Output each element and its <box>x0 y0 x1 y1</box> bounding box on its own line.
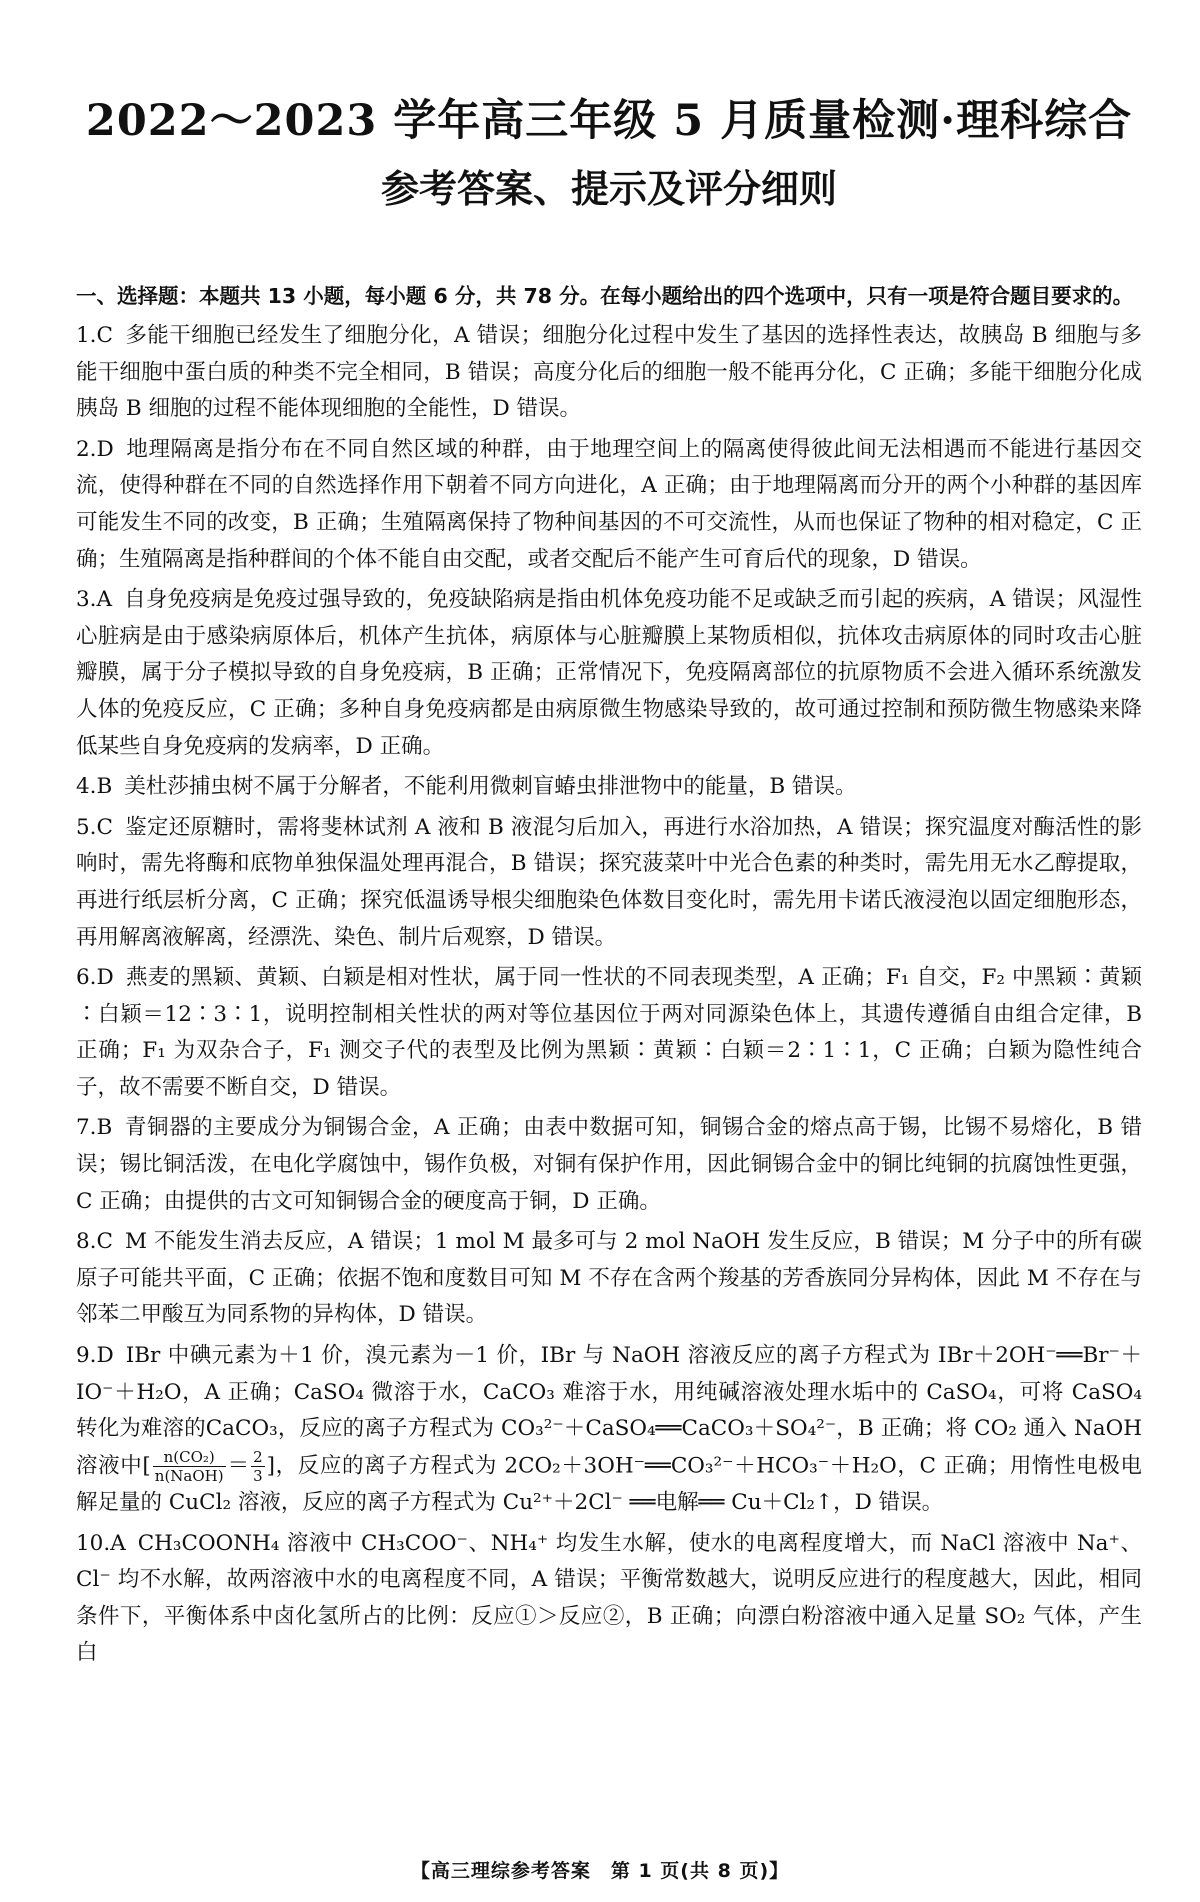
answer-number: 10.A <box>76 1530 126 1556</box>
answer-text: 自身免疫病是免疫过强导致的，免疫缺陷病是指由机体免疫功能不足或缺乏而引起的疾病，A 错误；风湿性心脏病是由于感染病原体后，机体产生抗体，病原体与心脏瓣膜上某物质相似，抗体攻击病原体的同时攻击心脏瓣膜，属于分子模拟导致的自身免疫病，B 正确；正常情况下，免疫隔离部位的抗原物质不会进入循环系统激发人体的免疫反应，C 正确；多种自身免疫病都是由病原微生物感染导致的，故可通过控制和预防微生物感染来降低某些自身免疫病的发病率，D 正确。 <box>76 587 1142 759</box>
fraction-numerator: 2 <box>253 1447 263 1466</box>
answer-list <box>76 318 1142 1672</box>
answer-item <box>76 432 1142 578</box>
page-title: 2022～2023 学年高三年级 5 月质量检测·理科综合 <box>85 96 1133 146</box>
answer-text: 地理隔离是指分布在不同自然区域的种群，由于地理空间上的隔离使得彼此间无法相遇而不能进行基因交流，使得种群在不同的自然选择作用下朝着不同方向进化，A 正确；由于地理隔离而分开的两个小种群的基因库可能发生不同的改变，B 正确；生殖隔离保持了物种间基因的不可交流性，从而也保证了物种的相对稳定，C 正确；生殖隔离是指种群间的个体不能自由交配，或者交配后不能产生可育后代的现象，D 错误。 <box>76 436 1142 572</box>
answer-text: 美杜莎捕虫树不属于分解者，不能利用微刺盲蝽虫排泄物中的能量，B 错误。 <box>124 774 857 800</box>
answer-text: CH₃COONH₄ 溶液中 CH₃COO⁻、NH₄⁺ 均发生水解，使水的电离程度增大，而 NaCl 溶液中 Na⁺、Cl⁻ 均不水解，故两溶液中水的电离程度不同，A 错误；平衡常数越大，说明反应进行的程度越大，因此，相同条件下，平衡体系中卤化氢所占的比例：反应①＞反应②，B 正确；向漂白粉溶液中通入足量 SO₂ 气体，产生白 <box>76 1530 1142 1666</box>
answer-text: 鉴定还原糖时，需将斐林试剂 A 液和 B 液混匀后加入，再进行水浴加热，A 错误；探究温度对酶活性的影响时，需先将酶和底物单独保温处理再混合，B 错误；探究菠菜叶中光合色素的种类时，需先用无水乙醇提取，再进行纸层析分离，C 正确；探究低温诱导根尖细胞染色体数目变化时，需先用卡诺氏液浸泡以固定细胞形态，再用解离液解离，经漂洗、染色、制片后观察，D 错误。 <box>76 814 1142 950</box>
answer-item <box>76 1110 1142 1220</box>
answer-number: 7.B <box>76 1115 113 1141</box>
answer-item-10 <box>76 1526 1142 1672</box>
equals-sign: ＝ <box>227 1453 250 1479</box>
answer-item <box>76 960 1142 1106</box>
answer-text: 燕麦的黑颖、黄颖、白颖是相对性状，属于同一性状的不同表现类型，A 正确；F₁ 自交，F₂ 中黑颖∶黄颖∶白颖＝12∶3∶1，说明控制相关性状的两对等位基因位于两对同源染色体上，其遗传遵循自由组合定律，B 正确；F₁ 为双杂合子，F₁ 测交子代的表型及比例为黑颖∶黄颖∶白颖＝2∶1∶1，C 正确；白颖为隐性纯合子，故不需要不断自交，D 错误。 <box>76 965 1142 1100</box>
answer-text-part1: IBr 中碘元素为＋1 价，溴元素为－1 价，IBr 与 NaOH 溶液反应的离子方程式为 IBr＋2OH⁻══Br⁻＋IO⁻＋H₂O，A 正确；CaSO₄ 微溶于水，CaCO₃ 难溶于水，用纯碱溶液处理水垢中的 CaSO₄，可将 CaSO₄ 转化为难溶的CaCO₃，反应的离子方程式为 CO₃²⁻＋CaSO₄══CaCO₃＋SO₄²⁻，B 正确；将 CO₂ 通入 NaOH 溶液中[ <box>76 1343 1142 1479</box>
section-heading: 一、选择题：本题共 13 小题，每小题 6 分，共 78 分。在每小题给出的四个选项中，只有一项是符合题目要求的。 <box>76 284 1134 308</box>
fraction-denominator: 3 <box>253 1466 263 1485</box>
mole-ratio-fraction <box>153 1448 226 1485</box>
answer-item-9 <box>76 1338 1142 1521</box>
answer-item <box>76 769 1142 806</box>
answer-text: 青铜器的主要成分为铜锡合金，A 正确；由表中数据可知，铜锡合金的熔点高于锡，比锡不易熔化，B 错误；锡比铜活泼，在电化学腐蚀中，锡作负极，对铜有保护作用，因此铜锡合金中的铜比纯铜的抗腐蚀性更强，C 正确；由提供的古文可知铜锡合金的硬度高于铜，D 正确。 <box>76 1115 1142 1214</box>
fraction-numerator: n(CO₂) <box>153 1448 226 1467</box>
answer-text: 多能干细胞已经发生了细胞分化，A 错误；细胞分化过程中发生了基因的选择性表达，故胰岛 B 细胞与多能干细胞中蛋白质的种类不完全相同，B 错误；高度分化后的细胞一般不能再分化，C 正确；多能干细胞分化成胰岛 B 细胞的过程不能体现细胞的全能性，D 错误。 <box>76 323 1142 422</box>
answer-number: 9.D <box>76 1343 114 1369</box>
answer-number: 2.D <box>76 436 114 462</box>
answer-number: 4.B <box>76 774 113 800</box>
ratio-value-fraction <box>251 1448 265 1485</box>
answer-item <box>76 582 1142 765</box>
answer-text-part2: ]，反应的离子方程式为 2CO₂＋3OH⁻══CO₃²⁻＋HCO₃⁻＋H₂O，C 正确；用惰性电极电解足量的 CuCl₂ 溶液，反应的离子方程式为 Cu²⁺＋2Cl⁻ ══电解══ Cu＋Cl₂↑，D 错误。 <box>76 1453 1142 1515</box>
answer-text: M 不能发生消去反应，A 错误；1 mol M 最多可与 2 mol NaOH 发生反应，B 错误；M 分子中的所有碳原子可能共平面，C 正确；依据不饱和度数目可知 M 不存在含两个羧基的芳香族同分异构体，因此 M 不存在与邻苯二甲酸互为同系物的异构体，D 错误。 <box>76 1229 1142 1328</box>
answer-number: 5.C <box>76 814 113 840</box>
answer-item <box>76 810 1142 956</box>
fraction-denominator: n(NaOH) <box>154 1466 224 1485</box>
page-footer: 【高三理综参考答案 第 1 页(共 8 页)】 <box>410 1860 790 1882</box>
answer-number: 8.C <box>76 1229 113 1255</box>
page-subtitle: 参考答案、提示及评分细则 <box>380 166 837 211</box>
answer-number: 1.C <box>76 323 113 348</box>
answer-number: 6.D <box>76 965 114 991</box>
answer-number: 3.A <box>76 587 113 613</box>
answer-item <box>76 318 1142 428</box>
answer-item <box>76 1224 1142 1334</box>
